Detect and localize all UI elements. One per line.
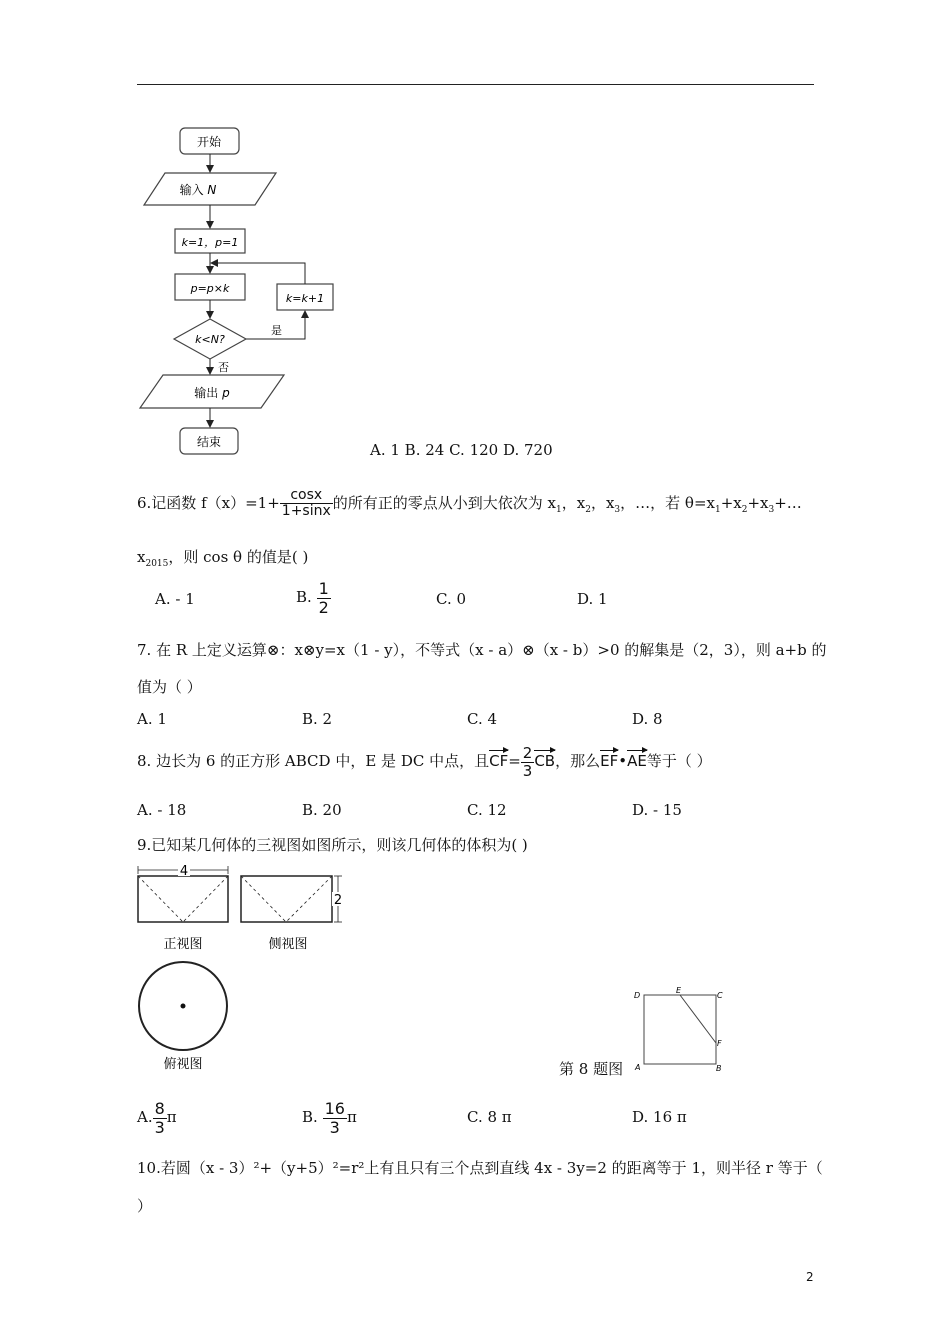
point-a: A (635, 1063, 641, 1072)
no-label: 否 (218, 361, 229, 374)
q8-option-a: A. - 18 (137, 801, 187, 819)
point-d: D (634, 991, 641, 1000)
q7-option-a: A. 1 (137, 710, 167, 728)
end-label: 结束 (196, 435, 222, 449)
side-view (241, 876, 332, 922)
q7-option-c: C. 4 (467, 710, 498, 728)
program-flowchart (130, 120, 350, 465)
point-f: F (717, 1039, 722, 1048)
q9-text: 9.已知某几何体的三视图如图所示，则该几何体的体积为( ) (137, 836, 528, 854)
dim-height: 2 (333, 893, 343, 908)
multiply-label: p=p×k (190, 282, 230, 295)
q10-line2: ） (137, 1197, 153, 1215)
init-label: k=1，p=1 (181, 236, 239, 249)
q6-line2: $x_{2015}$，则 cos θ 的值是( ) (137, 548, 309, 569)
page-number: 2 (806, 1270, 814, 1284)
q8-option-b: B. 20 (302, 801, 342, 819)
q8-option-c: C. 12 (467, 801, 507, 819)
top-view-label: 俯视图 (163, 1057, 203, 1072)
point-e: E (676, 986, 682, 995)
front-view-label: 正视图 (163, 937, 203, 952)
q9-option-b: B. $\frac{16}{3}$ π (302, 1099, 357, 1137)
three-view-drawing (130, 862, 360, 1082)
q6-option-b: B. $\frac{1}{2}$ (296, 579, 329, 617)
q6-option-a: A. - 1 (155, 590, 195, 608)
q8-square-figure (630, 985, 730, 1075)
q9-option-a: A. $\frac{8}{3}$ π (137, 1099, 177, 1137)
q9-option-d: D. 16 π (632, 1108, 687, 1126)
q8-option-d: D. - 15 (632, 801, 682, 819)
q7-line1: 7. 在 R 上定义运算⊗：x⊗y=x（1 - y），不等式（x - a）⊗（x - b）>0 的解集是（2，3），则 a+b 的 (137, 641, 827, 659)
point-b: B (716, 1064, 722, 1073)
dim-width: 4 (179, 864, 189, 879)
q8-line: 8. 边长为 6 的正方形 ABCD 中，E 是 DC 中点，且CF= $\frac{2}{3}$ CB，那么EF•AE等于（ ） (137, 744, 712, 780)
condition-label: k<N? (195, 333, 225, 346)
q7-option-b: B. 2 (302, 710, 333, 728)
yes-label: 是 (271, 324, 282, 337)
increment-label: k=k+1 (285, 292, 325, 305)
q6-line1: 6.记函数 f（x）=1+ $\frac{\cos x}{1+\sin x}$ 的所有正的零点从小到大依次为 $x_1$，$x_2$，$x_3$，…，若 $\theta=x_1+x_2+x_3+\dots$ (137, 487, 802, 520)
input-label: 输入 N (179, 183, 217, 197)
q6-option-d: D. 1 (577, 590, 608, 608)
front-view (138, 876, 228, 922)
q5-options: A. 1 B. 24 C. 120 D. 720 (370, 441, 553, 459)
start-label: 开始 (196, 135, 222, 149)
side-view-label: 侧视图 (268, 937, 308, 952)
output-label: 输出 p (194, 386, 230, 400)
point-c: C (717, 991, 723, 1000)
q10-line1: 10.若圆（x - 3）²+（y+5）²=r²上有且只有三个点到直线 4x - 3y=2 的距离等于 1，则半径 r 等于（ (137, 1159, 823, 1177)
q7-line2: 值为（ ） (137, 678, 202, 696)
q6-option-c: C. 0 (436, 590, 467, 608)
header-rule (137, 84, 814, 85)
q7-option-d: D. 8 (632, 710, 663, 728)
fig8-caption: 第 8 题图 (559, 1060, 624, 1078)
q9-option-c: C. 8 π (467, 1108, 512, 1126)
